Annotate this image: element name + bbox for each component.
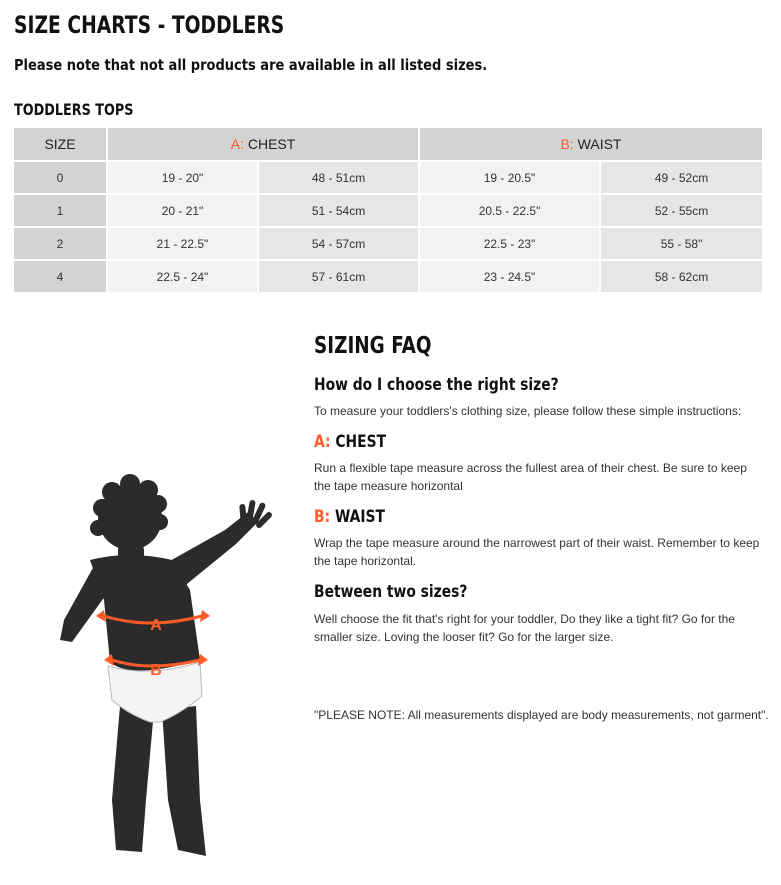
page-title: SIZE CHARTS - TODDLERS (14, 11, 285, 39)
chest-heading-letter: A: (314, 432, 331, 451)
faq-intro-text: To measure your toddlers's clothing size, please follow these simple instructions: (314, 404, 742, 418)
marker-a: A (150, 617, 162, 634)
faq-question-between-sizes: Between two sizes? (314, 582, 468, 601)
waist-inches-cell: 23 - 24.5" (419, 260, 600, 292)
chest-label: CHEST (247, 136, 296, 152)
chest-column-header (107, 128, 419, 161)
size-column-header: SIZE (14, 128, 107, 161)
measurement-footnote: "PLEASE NOTE: All measurements displayed are body measurements, not garment". (314, 708, 769, 722)
table-row (14, 161, 763, 194)
chest-instructions: Run a flexible tape measure across the fullest area of their chest. Be sure to keep the tape measure horizontal (314, 461, 747, 493)
waist-letter: B: (560, 136, 574, 152)
table-row (14, 227, 763, 260)
chest-heading-label: CHEST (335, 432, 387, 451)
chest-inches-cell: 20 - 21" (107, 194, 258, 227)
size-cell: 0 (14, 161, 107, 194)
faq-question-choose-size: How do I choose the right size? (314, 375, 559, 394)
chest-inches-cell: 21 - 22.5" (107, 227, 258, 260)
chest-letter: A: (230, 136, 244, 152)
chest-inches-cell: 19 - 20" (107, 161, 258, 194)
chest-inches-cell: 22.5 - 24" (107, 260, 258, 292)
waist-heading (314, 507, 385, 526)
waist-cm-cell: 58 - 62cm (600, 260, 763, 292)
table-row (14, 194, 763, 227)
table-row (14, 260, 763, 292)
waist-instructions: Wrap the tape measure around the narrowest part of their waist. Remember to keep the tape horizontal. (314, 536, 760, 568)
faq-title: SIZING FAQ (314, 333, 432, 359)
waist-inches-cell: 22.5 - 23" (419, 227, 600, 260)
chest-cm-cell: 51 - 54cm (258, 194, 419, 227)
marker-b: B (150, 662, 162, 679)
size-chart-table (14, 128, 764, 292)
waist-heading-label: WAIST (334, 507, 385, 526)
waist-cm-cell: 55 - 58" (600, 227, 763, 260)
size-cell: 4 (14, 260, 107, 292)
chest-cm-cell: 57 - 61cm (258, 260, 419, 292)
waist-cm-cell: 52 - 55cm (600, 194, 763, 227)
waist-cm-cell: 49 - 52cm (600, 161, 763, 194)
availability-note: Please note that not all products are available in all listed sizes. (14, 56, 488, 74)
waist-inches-cell: 20.5 - 22.5" (419, 194, 600, 227)
waist-column-header (419, 128, 763, 161)
section-title: TODDLERS TOPS (14, 100, 134, 119)
waist-inches-cell: 19 - 20.5" (419, 161, 600, 194)
waist-label: WAIST (577, 136, 622, 152)
waist-heading-letter: B: (314, 507, 331, 526)
size-cell: 1 (14, 194, 107, 227)
size-cell: 2 (14, 227, 107, 260)
chest-cm-cell: 48 - 51cm (258, 161, 419, 194)
chest-heading (314, 432, 386, 451)
chest-cm-cell: 54 - 57cm (258, 227, 419, 260)
toddler-silhouette-icon (50, 470, 300, 880)
between-sizes-text: Well choose the fit that's right for your toddler, Do they like a tight fit? Go for the smaller size. Loving the looser fit? Go for the larger size. (314, 612, 735, 644)
toddler-measurement-figure (50, 470, 300, 880)
table-header-row (14, 128, 763, 161)
